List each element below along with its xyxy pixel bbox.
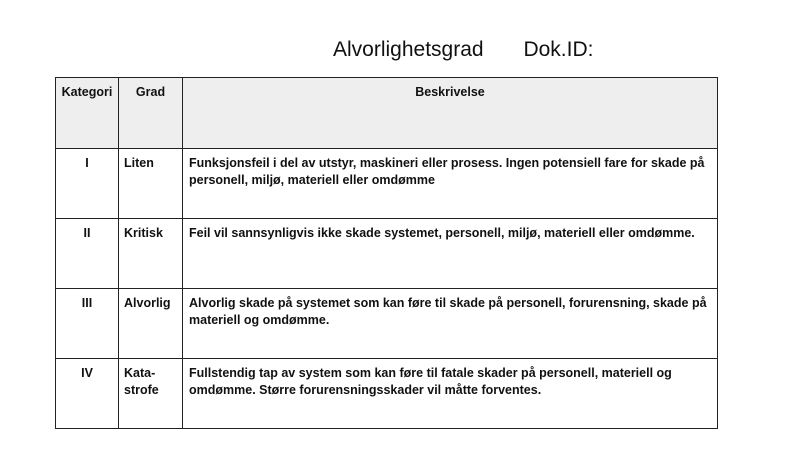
page-title: Alvorlighetsgrad	[333, 38, 484, 61]
table-row	[56, 289, 718, 359]
table-row	[56, 219, 718, 289]
cell-beskrivelse: Alvorlig skade på systemet som kan føre til skade på personell, forurensning, skade på materiell og omdømme.	[183, 289, 718, 359]
column-header-grad: Grad	[119, 78, 183, 149]
cell-beskrivelse: Funksjonsfeil i del av utstyr, maskineri eller prosess. Ingen potensiell fare for skade på personell, miljø, materiell eller omdømme	[183, 149, 718, 219]
table-row	[56, 359, 718, 429]
cell-kategori: III	[56, 289, 119, 359]
table-header-row	[56, 78, 718, 149]
cell-kategori: I	[56, 149, 119, 219]
cell-kategori: II	[56, 219, 119, 289]
cell-beskrivelse: Feil vil sannsynligvis ikke skade systemet, personell, miljø, materiell eller omdømme.	[183, 219, 718, 289]
doc-id-label: Dok.ID:	[523, 38, 594, 61]
cell-grad: Alvorlig	[119, 289, 183, 359]
cell-beskrivelse: Fullstendig tap av system som kan føre til fatale skader på personell, materiell og omdømme. Større forurensningsskader vil måtte forventes.	[183, 359, 718, 429]
cell-grad: Liten	[119, 149, 183, 219]
table-row	[56, 149, 718, 219]
cell-grad: Kritisk	[119, 219, 183, 289]
cell-grad: Kata- strofe	[119, 359, 183, 429]
column-header-beskrivelse: Beskrivelse	[183, 78, 718, 149]
severity-table	[55, 77, 718, 429]
column-header-kategori: Kategori	[56, 78, 119, 149]
cell-kategori: IV	[56, 359, 119, 429]
page-header	[333, 38, 593, 62]
